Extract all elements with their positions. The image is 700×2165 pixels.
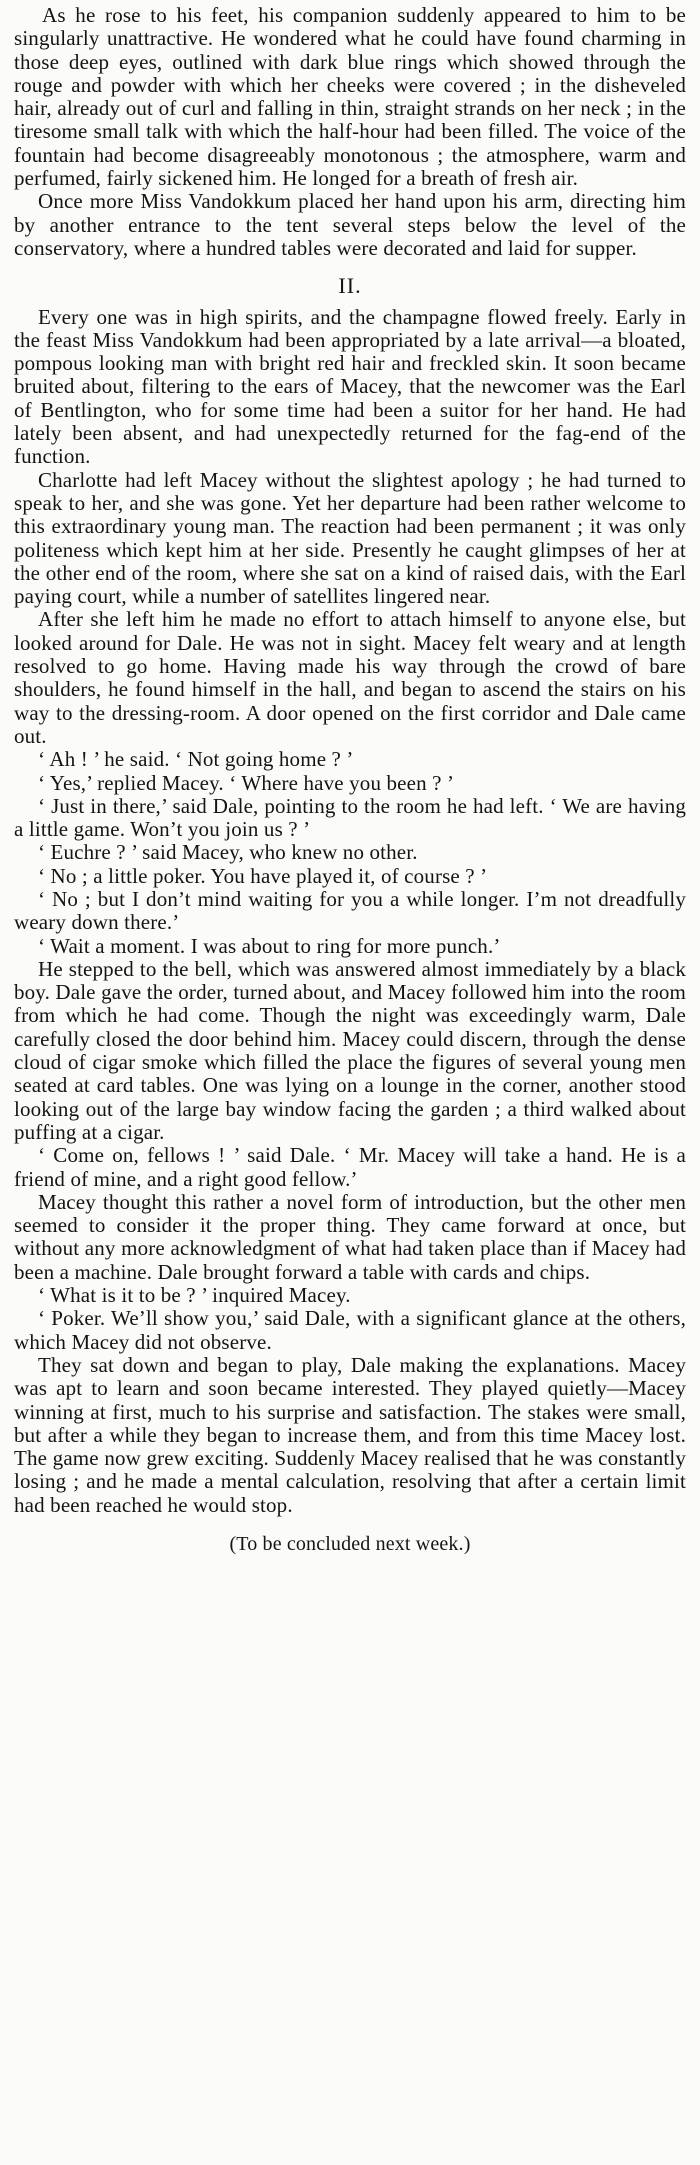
paragraph: Every one was in high spirits, and the champagne flowed freely. Early in the feast Miss Vandokkum had been appropriated by a late arrival—a bloated, pompous looking man with bright red hair and freckled skin. It soon became bruited about, filtering to the ears of Macey, that the newcomer was the Earl of Bentlington, who for some time had been a suitor for her hand. He had lately been absent, and had unexpectedly returned for the fag-end of the function. [14,304,686,469]
paragraph: Macey thought this rather a novel form of introduction, but the other men seemed to consider it the proper thing. They came forward at once, but without any more acknowledgment of what had taken place than if Macey had been a machine. Dale brought forward a table with cards and chips. [14,1189,686,1284]
intro-section [14,4,686,260]
dialogue-line: ‘ No ; a little poker. You have played it, of course ? ’ [38,863,488,888]
paragraph: They sat down and began to play, Dale making the explanations. Macey was apt to learn and soon became interested. They played quietly—Macey winning at first, much to his surprise and satisfaction. The stakes were small, but after a while they began to increase them, and from this time Macey lost. The game now grew exciting. Suddenly Macey realised that he was constantly losing ; and he made a mental calculation, resolving that after a certain limit had been reached he would stop. [14,1352,686,1517]
dialogue-line: ‘ Come on, fellows ! ’ said Dale. ‘ Mr. Macey will take a hand. He is a friend of mine, and a right good fellow.’ [14,1143,686,1191]
paragraph: He stepped to the bell, which was answered almost immediately by a black boy. Dale gave the order, turned about, and Macey followed him into the room from which he had come. Though the night was exceedingly warm, Dale carefully closed the door behind him. Macey could discern, through the dense cloud of cigar smoke which filled the place the figures of several young men seated at card tables. One was lying on a lounge in the corner, another stood looking out of the large bay window facing the garden ; a third walked about puffing at a cigar. [14,956,686,1144]
dialogue-line: ‘ Wait a moment. I was about to ring for more punch.’ [38,933,501,958]
paragraph: Once more Miss Vandokkum placed her hand upon his arm, directing him by another entrance to the tent several steps below the level of the conservatory, where a hundred tables were decorated and laid for supper. [14,189,686,260]
dialogue-line: ‘ Poker. We’ll show you,’ said Dale, with a significant glance at the others, which Macey did not observe. [14,1306,686,1354]
section-two [14,306,686,1517]
dialogue-line: ‘ No ; but I don’t mind waiting for you a while longer. I’m not dreadfully weary down there.’ [14,886,686,935]
dialogue-line: ‘ Just in there,’ said Dale, pointing to the room he had left. ‘ We are having a little game. Won’t you join us ? ’ [14,793,686,842]
section-gap [14,260,686,272]
continuation-notice: (To be concluded next week.) [229,1533,471,1555]
section-heading: II. [338,273,362,299]
paragraph: As he rose to his feet, his companion suddenly appeared to him to be singularly unattractive. He wondered what he could have found charming in those deep eyes, outlined with dark blue rings which showed through the rouge and powder with which her cheeks were covered ; in the disheveled hair, already out of curl and falling in thin, straight strands on her neck ; in the tiresome small talk with which the half-hour had been filled. The voice of the fountain had become disagreeably monotonous ; the atmosphere, warm and perfumed, fairly sickened him. He longed for a breath of fresh air. [14,3,686,191]
dialogue-line: ‘ What is it to be ? ’ inquired Macey. [38,1283,351,1308]
dialogue-line: ‘ Yes,’ replied Macey. ‘ Where have you been ? ’ [38,770,455,795]
dialogue-line: ‘ Ah ! ’ he said. ‘ Not going home ? ’ [38,747,354,772]
paragraph: After she left him he made no effort to attach himself to anyone else, but looked around for Dale. He was not in sight. Macey felt weary and at length resolved to go home. Having made his way through the crowd of bare shoulders, he found himself in the hall, and began to ascend the stairs on his way to the dressing-room. A door opened on the first corridor and Dale came out. [14,607,686,748]
dialogue-line: ‘ Euchre ? ’ said Macey, who knew no other. [38,840,418,865]
paragraph: Charlotte had left Macey without the slightest apology ; he had turned to speak to her, and she was gone. Yet her departure had been rather welcome to this extraordinary young man. The reaction had been permanent ; it was only politeness which kept him at her side. Presently he caught glimpses of her at the other end of the room, where she sat on a kind of raised dais, with the Earl paying court, while a number of satellites lingered near. [14,467,686,609]
